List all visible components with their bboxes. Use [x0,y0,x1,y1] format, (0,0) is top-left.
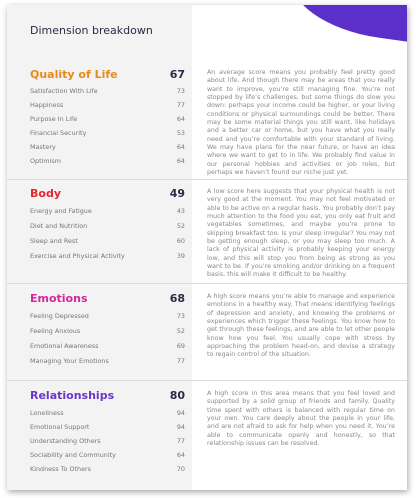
subscore-value: 43 [176,207,185,215]
subscore-value: 64 [176,115,185,123]
section-score: 80 [169,389,185,402]
subscore-value: 39 [176,252,185,260]
subscore-value: 69 [176,342,185,350]
subscore-row [30,115,185,126]
section-header [30,68,185,82]
section-score: 49 [169,187,185,200]
subscore-label: Purpose In Life [30,115,78,123]
section-description: A high score in this area means that you feel loved and supported by a solid group of friends and family. Quality time spent with others is balanced with regular time on your own. You care deeply about the people in your life, and are not afraid to ask for help when you need it. You’re able to communicate openly and honestly, so that relationship issues can be resolved. [207,390,395,448]
subscore-row [30,465,185,476]
subscore-row [30,129,185,140]
section-header [30,187,185,201]
section-divider [7,380,407,381]
decorative-wave-shape [284,5,407,45]
subscore-row [30,143,185,154]
section-name: Emotions [30,292,88,305]
subscore-label: Emotional Awareness [30,342,99,350]
subscore-label: Diet and Nutrition [30,222,88,230]
subscore-row [30,342,185,353]
section-description: A high score means you’re able to manage and experience emotions in a healthy way. That means identifying feelings of depression and anxiety, and knowing the problems or experiences which trigger these feelings. You know how to get through these feelings, and are able to let other people know how you feel. You usually cope with stress by approaching the problem head-on, and devise a strategy to regain control of the situation. [207,293,395,359]
subscore-label: Happiness [30,101,64,109]
subscore-label: Understanding Others [30,437,101,445]
subscore-value: 60 [176,237,185,245]
section-name: Quality of Life [30,68,118,81]
subscore-label: Sociability and Community [30,451,116,459]
subscore-value: 52 [176,327,185,335]
subscore-row [30,409,185,420]
subscore-row [30,87,185,98]
subscore-value: 73 [176,312,185,320]
subscore-label: Managing Your Emotions [30,357,109,365]
subscore-label: Optimism [30,157,61,165]
section-description: An average score means you probably feel pretty good about life. And though there may be areas that you really want to improve, you’re still managing fine. You’re not stopped by life’s challenges, but some things do slow you down: perhaps your income could be higher, or your living conditions or physical surroundings could be better. There may be some material things you still want, like holidays and a better car or home, but you have what you really need and you’re comfortable with your standard of living. We may have plans for the near future, or have an idea where we want to get to in life. We probably find value in our personal hobbies and activities or job roles, but perhaps we haven’t found our niche just yet. [207,69,395,177]
subscore-row [30,222,185,233]
section-description: A low score here suggests that your physical health is not very good at the moment. You may not feel motivated or able to be active on a regular basis. You probably don’t pay much attention to the food you eat, you only eat fruit and vegetables sometimes, and maybe you’re prone to skipping breakfast too. Is your sleep irregular? You may not be getting enough sleep, or you may sleep too much. A lack of physical activity is probably keeping your energy low, and this will stop you from being as strong as you want to be. If you’re smoking and/or drinking on a frequent basis, this will make it difficult to be healthy. [207,188,395,279]
section-divider [7,179,407,180]
subscore-label: Mastery [30,143,56,151]
subscore-label: Energy and Fatigue [30,207,92,215]
subscore-row [30,252,185,263]
section-header [30,389,185,403]
subscore-row [30,357,185,368]
subscore-row [30,101,185,112]
subscore-label: Loneliness [30,409,64,417]
subscore-row [30,327,185,338]
subscore-value: 77 [176,437,185,445]
section-score: 68 [169,292,185,305]
subscore-value: 94 [176,409,185,417]
subscore-row [30,451,185,462]
subscore-value: 77 [176,101,185,109]
subscore-label: Satisfaction With Life [30,87,98,95]
section-divider [7,283,407,284]
subscore-label: Sleep and Rest [30,237,78,245]
subscore-value: 77 [176,357,185,365]
report-page [7,5,407,490]
section-name: Relationships [30,389,115,402]
subscore-label: Emotional Support [30,423,90,431]
page-title: Dimension breakdown [30,24,153,37]
subscore-value: 70 [176,465,185,473]
subscore-label: Feeling Anxious [30,327,81,335]
subscore-row [30,157,185,168]
subscore-value: 94 [176,423,185,431]
subscore-row [30,423,185,434]
subscore-row [30,312,185,323]
subscore-row [30,437,185,448]
section-header [30,292,185,306]
subscore-row [30,237,185,248]
section-name: Body [30,187,61,200]
subscore-label: Feeling Depressed [30,312,89,320]
subscore-label: Kindness To Others [30,465,91,473]
subscore-row [30,207,185,218]
subscore-value: 73 [176,87,185,95]
subscore-value: 64 [176,143,185,151]
subscore-value: 64 [176,451,185,459]
subscore-value: 53 [176,129,185,137]
subscore-value: 64 [176,157,185,165]
subscore-label: Exercise and Physical Activity [30,252,125,260]
subscore-label: Financial Security [30,129,87,137]
section-score: 67 [169,68,185,81]
subscore-value: 52 [176,222,185,230]
